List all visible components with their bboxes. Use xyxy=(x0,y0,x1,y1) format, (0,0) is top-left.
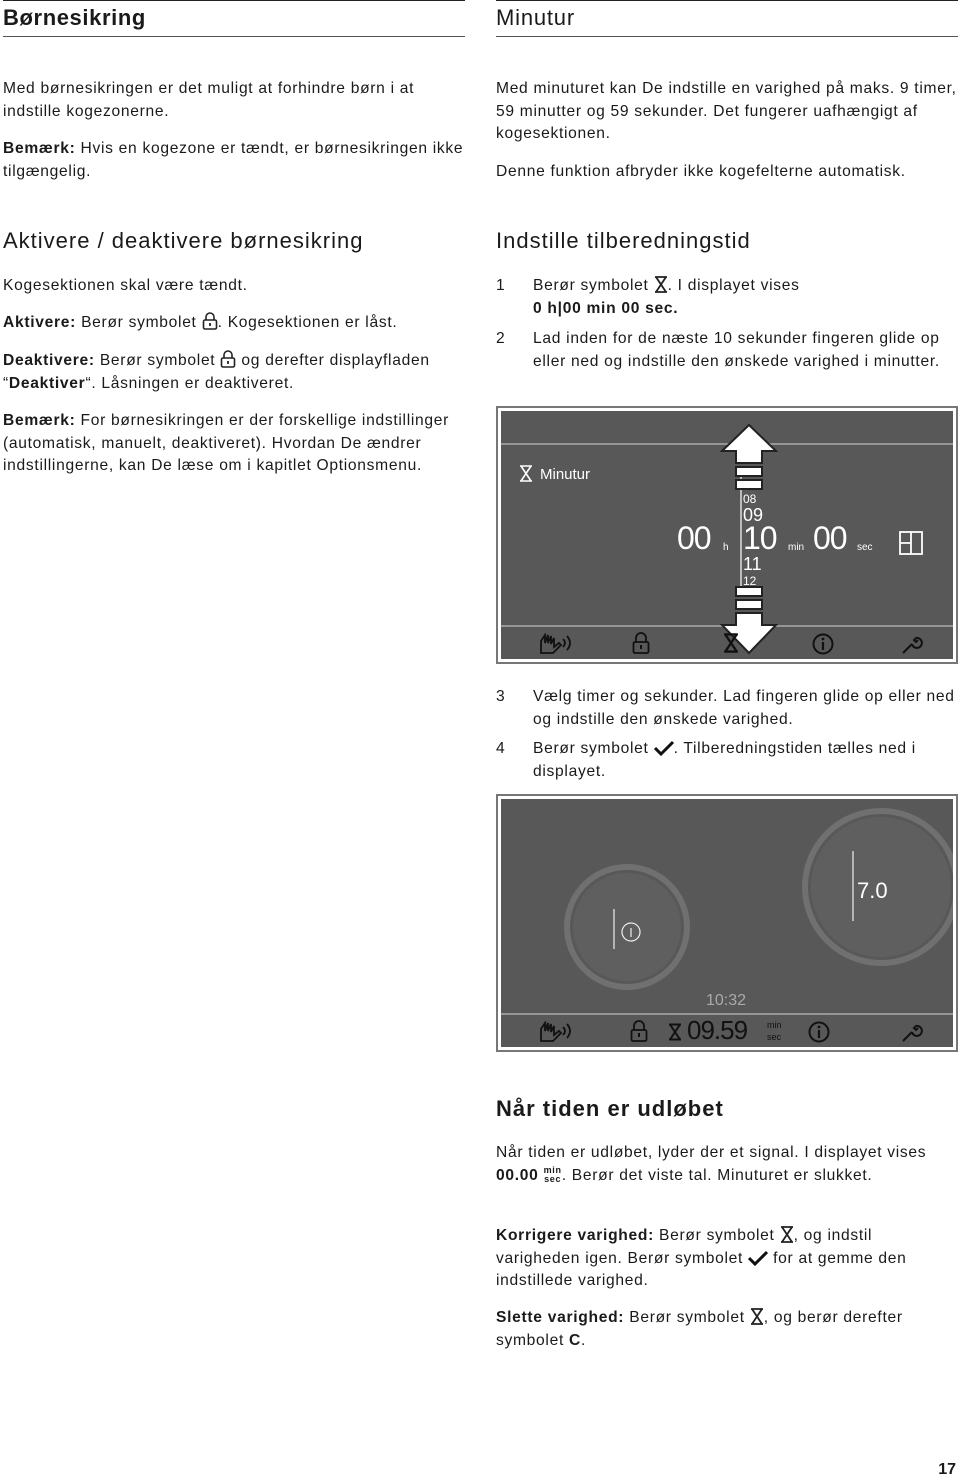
wrench-icon[interactable] xyxy=(901,633,923,655)
expired-value: 00.00 xyxy=(496,1166,539,1184)
checkmark-icon xyxy=(654,740,674,756)
timer-countdown[interactable]: 09.59 xyxy=(687,1015,748,1045)
paragraph-text: Berør symbolet xyxy=(654,1227,780,1244)
settings-note xyxy=(3,410,465,478)
step-1 xyxy=(496,275,958,320)
note-text: Hvis en kogezone er tændt, er børnesikringen ikke tilgængelig. xyxy=(3,140,464,180)
hours-value: 00 xyxy=(677,520,711,556)
hourglass-icon xyxy=(654,276,668,293)
page-number: 17 xyxy=(938,1461,956,1478)
timer-unit-sec: sec xyxy=(767,1032,782,1042)
lock-icon[interactable] xyxy=(630,1020,648,1042)
step-number: 3 xyxy=(496,688,506,705)
step-text: . I displayet vises xyxy=(667,277,800,294)
activate-label: Aktivere: xyxy=(3,314,77,331)
paragraph-text: , og berør derefter symbolet xyxy=(496,1309,903,1349)
deactivate-instruction xyxy=(3,350,465,395)
child-lock-note xyxy=(3,138,465,183)
deactivate-pre-text: Berør symbolet xyxy=(94,352,221,369)
activate-pre-text: Berør symbolet xyxy=(76,314,202,331)
hourglass-icon xyxy=(780,1226,794,1243)
minutes-next-2: 12 xyxy=(743,574,757,588)
note-label: Bemærk: xyxy=(3,412,76,429)
hourglass-icon xyxy=(750,1308,764,1325)
minutes-value[interactable]: 10 xyxy=(743,520,777,556)
step-4 xyxy=(496,738,958,783)
lock-icon[interactable] xyxy=(632,632,650,654)
display-screen xyxy=(501,799,953,1047)
activate-section-title: Aktivere / deaktivere børnesikring xyxy=(3,228,364,253)
deactivate-bold-text: Deaktiver xyxy=(8,374,86,392)
step-text: Vælg timer og sekunder. Lad fingeren glide op eller ned og indstille den ønskede varighed. xyxy=(533,688,955,728)
minutes-prev-1: 09 xyxy=(743,505,764,525)
wipe-protection-icon[interactable] xyxy=(539,633,573,655)
paragraph-text: , og indstil varigheden igen. Berør symbolet xyxy=(496,1227,873,1267)
deactivate-mid-text: og derefter displayfladen “ xyxy=(3,352,430,392)
time-expired-text xyxy=(496,1142,958,1187)
minutes-unit: min xyxy=(788,542,805,553)
info-icon xyxy=(621,922,641,942)
set-time-section-title: Indstille tilberedningstid xyxy=(496,228,751,253)
zone-power-level: 7.0 xyxy=(857,878,888,903)
child-lock-header: Børnesikring xyxy=(3,0,465,37)
display-title: Minutur xyxy=(540,466,591,483)
info-icon[interactable] xyxy=(812,633,834,655)
unit-sec: sec xyxy=(544,1173,562,1184)
lock-icon xyxy=(220,350,236,368)
paragraph-text: . Berør det viste tal. Minuturet er slukket. xyxy=(561,1166,873,1184)
step-text: Berør symbolet xyxy=(533,740,654,757)
timer-intro-2: Denne funktion afbryder ikke kogefelterne automatisk. xyxy=(496,163,906,180)
activate-post-text: . Kogesektionen er låst. xyxy=(217,314,398,331)
seconds-value: 00 xyxy=(813,520,847,556)
unit-min: min xyxy=(543,1164,562,1175)
step-text: Lad inden for de næste 10 sekunder fingeren glide op eller ned og indstille den ønskede varighed i minutter. xyxy=(533,330,940,370)
paragraph-text: . xyxy=(581,1331,587,1349)
timer-unit-min: min xyxy=(767,1020,782,1030)
hourglass-icon[interactable] xyxy=(723,633,739,653)
timer-setting-display xyxy=(496,406,958,664)
wrench-icon[interactable] xyxy=(901,1021,923,1043)
lock-icon xyxy=(202,312,218,330)
deactivate-label: Deaktivere: xyxy=(3,352,95,369)
time-expired-title: Når tiden er udløbet xyxy=(496,1096,724,1121)
delete-label: Slette varighed: xyxy=(496,1309,625,1326)
minutes-prev-2: 08 xyxy=(743,492,757,506)
clear-symbol: C xyxy=(569,1331,581,1349)
paragraph-text: Berør symbolet xyxy=(624,1309,750,1326)
timer-intro: Med minuturet kan De indstille en varighed på maks. 9 timer, 59 minutter og 59 sekunder. Det fungerer uafhængigt af kogesektionen. xyxy=(496,80,957,143)
info-icon[interactable] xyxy=(808,1021,830,1043)
clock-time: 10:32 xyxy=(706,992,747,1009)
requirement-text: Kogesektionen skal være tændt. xyxy=(3,277,248,294)
step-number: 4 xyxy=(496,740,506,757)
note-label: Bemærk: xyxy=(3,140,76,157)
paragraph-text: Når tiden er udløbet, lyder der et signal. I displayet vises xyxy=(496,1144,927,1161)
child-lock-intro: Med børnesikringen er det muligt at forhindre børn i at indstille kogezonerne. xyxy=(3,80,415,120)
step-text: . Tilberedningstiden tælles ned i displayet. xyxy=(533,740,916,780)
deactivate-post-text: “. Låsningen er deaktiveret. xyxy=(85,374,295,392)
minutes-next-1: 11 xyxy=(743,554,762,574)
right-column xyxy=(496,0,958,1481)
hourglass-icon xyxy=(519,465,533,482)
note-text: For børnesikringen er der forskellige indstillinger (automatisk, manuelt, deaktiveret). Hvordan De ændrer indstillingerne, kan De læse om i kapitlet Optionsmenu. xyxy=(3,412,450,475)
timer-header: Minutur xyxy=(496,0,958,37)
step-display-value: 0 h|00 min 00 sec. xyxy=(533,299,679,317)
window-icon[interactable] xyxy=(899,531,923,555)
delete-duration-text xyxy=(496,1307,958,1352)
hourglass-icon[interactable] xyxy=(668,1023,682,1041)
min-sec-unit xyxy=(544,1166,562,1184)
wipe-protection-icon[interactable] xyxy=(539,1021,573,1043)
step-number: 2 xyxy=(496,330,506,347)
timer-running-display xyxy=(496,794,958,1052)
arrow-up-icon[interactable] xyxy=(720,423,778,497)
step-text: Berør symbolet xyxy=(533,277,654,294)
paragraph-text: for at gemme den indstillede varighed. xyxy=(496,1249,907,1290)
step-number: 1 xyxy=(496,277,506,294)
display-screen xyxy=(501,411,953,659)
activate-instruction xyxy=(3,312,465,335)
left-column xyxy=(3,0,465,475)
step-3 xyxy=(496,686,958,731)
hours-unit: h xyxy=(723,542,729,553)
seconds-unit: sec xyxy=(857,542,873,553)
checkmark-icon xyxy=(748,1250,768,1266)
correct-label: Korrigere varighed: xyxy=(496,1227,655,1244)
correct-duration-text xyxy=(496,1225,958,1293)
step-2 xyxy=(496,328,958,373)
